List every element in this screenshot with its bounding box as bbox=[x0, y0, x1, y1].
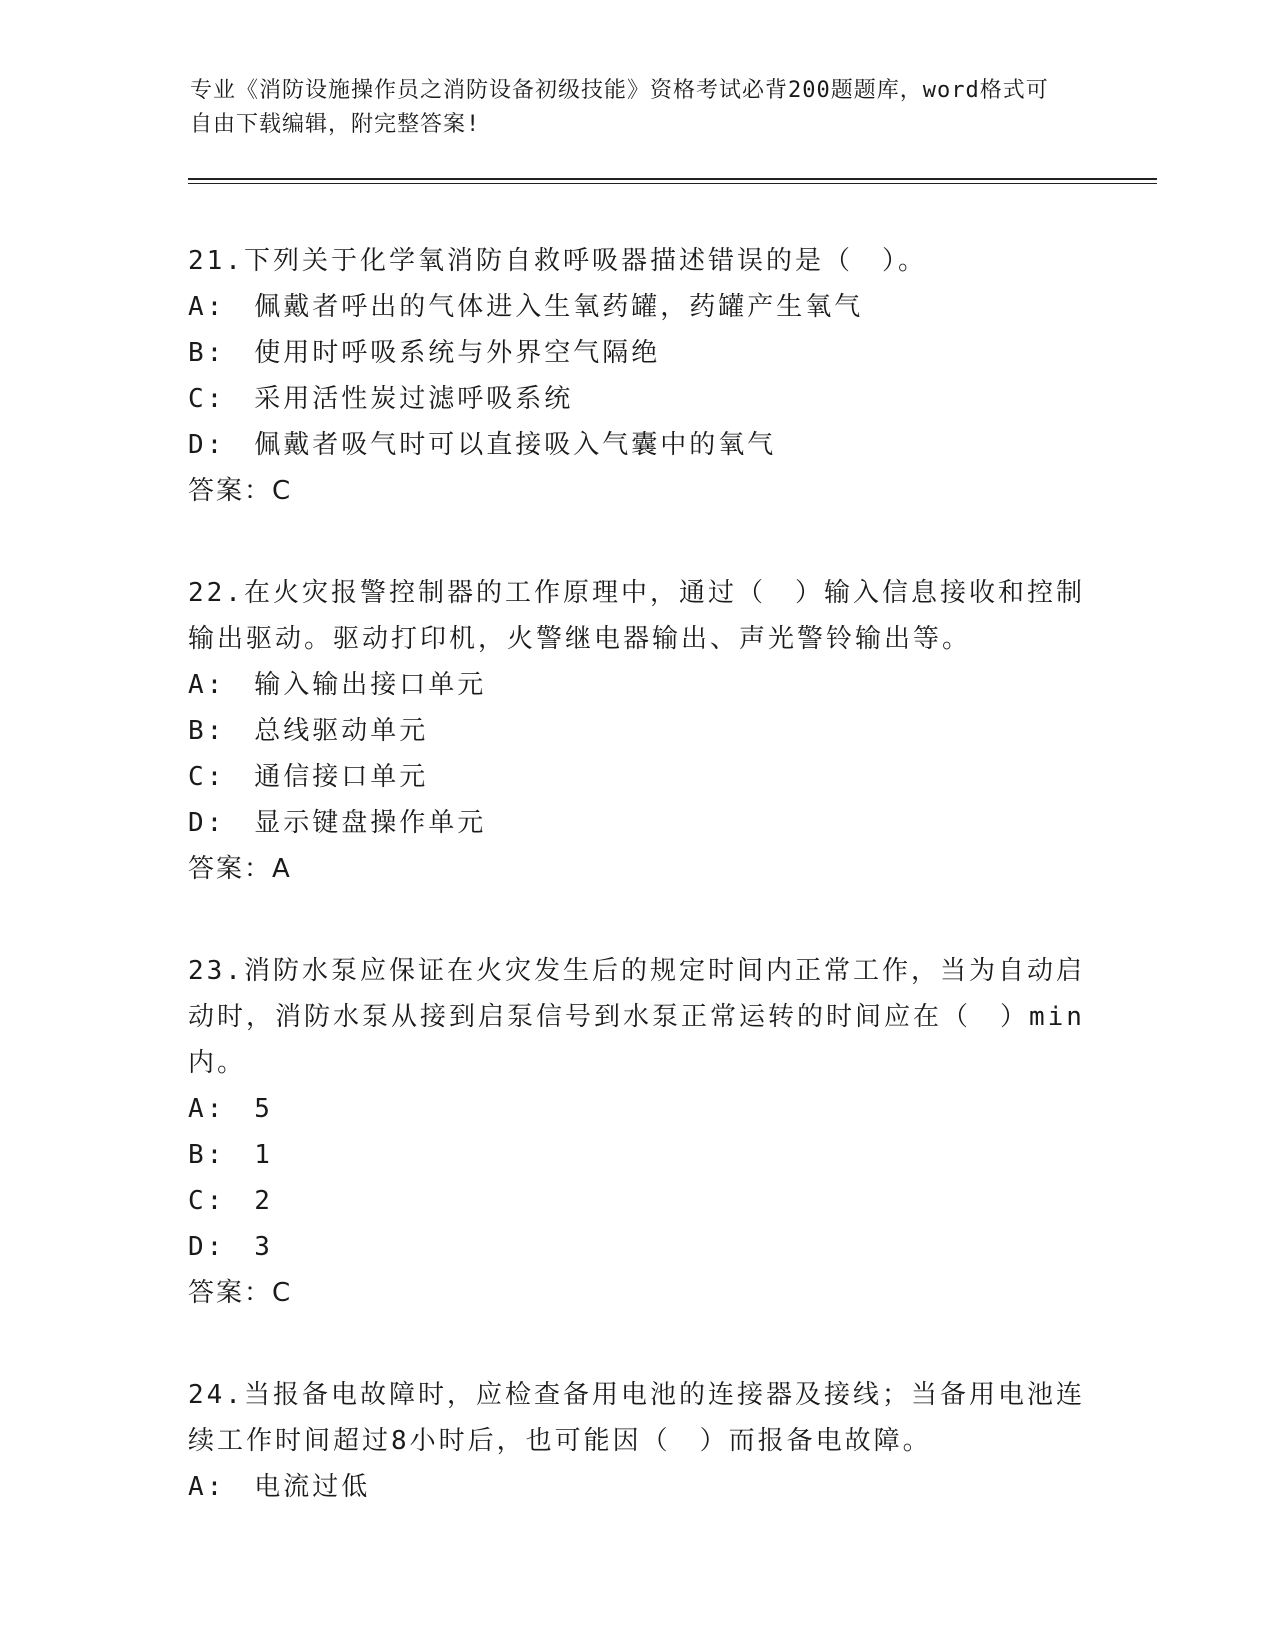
option-a: A: 电流过低 bbox=[188, 1472, 371, 1502]
option-a: A: 输入输出接口单元 bbox=[188, 670, 487, 700]
question-stem: 21.下列关于化学氧消防自救呼吸器描述错误的是（ ）。 bbox=[188, 246, 927, 276]
option-c: C: 通信接口单元 bbox=[188, 762, 429, 792]
answer-text: 答案：C bbox=[188, 476, 293, 506]
answer-text: 答案：A bbox=[188, 854, 292, 884]
question-22 bbox=[188, 570, 1088, 892]
option-c: C: 采用活性炭过滤呼吸系统 bbox=[188, 384, 574, 414]
option-d: D: 3 bbox=[188, 1232, 273, 1262]
header-divider-thin bbox=[188, 183, 1157, 184]
option-d: D: 佩戴者吸气时可以直接吸入气囊中的氧气 bbox=[188, 430, 777, 460]
option-a: A: 佩戴者呼出的气体进入生氧药罐，药罐产生氧气 bbox=[188, 292, 864, 322]
answer-text: 答案：C bbox=[188, 1278, 293, 1308]
document-header: 专业《消防设施操作员之消防设备初级技能》资格考试必背200题题库，word格式可自由下载编辑，附完整答案! bbox=[190, 78, 1049, 137]
option-b: B: 1 bbox=[188, 1140, 273, 1170]
option-a: A: 5 bbox=[188, 1094, 273, 1124]
option-d: D: 显示键盘操作单元 bbox=[188, 808, 487, 838]
option-b: B: 使用时呼吸系统与外界空气隔绝 bbox=[188, 338, 661, 368]
question-stem: 23.消防水泵应保证在火灾发生后的规定时间内正常工作，当为自动启动时，消防水泵从接到启泵信号到水泵正常运转的时间应在（ ）min内。 bbox=[188, 956, 1085, 1078]
question-stem: 22.在火灾报警控制器的工作原理中，通过（ ）输入信息接收和控制输出驱动。驱动打印机，火警继电器输出、声光警铃输出等。 bbox=[188, 578, 1085, 654]
question-24 bbox=[188, 1372, 1088, 1510]
option-c: C: 2 bbox=[188, 1186, 273, 1216]
question-21 bbox=[188, 238, 1088, 514]
header-divider-thick bbox=[188, 178, 1157, 180]
option-b: B: 总线驱动单元 bbox=[188, 716, 429, 746]
question-list bbox=[188, 238, 1088, 1566]
question-stem: 24.当报备电故障时，应检查备用电池的连接器及接线；当备用电池连续工作时间超过8小时后，也可能因（ ）而报备电故障。 bbox=[188, 1380, 1085, 1456]
question-23 bbox=[188, 948, 1088, 1316]
